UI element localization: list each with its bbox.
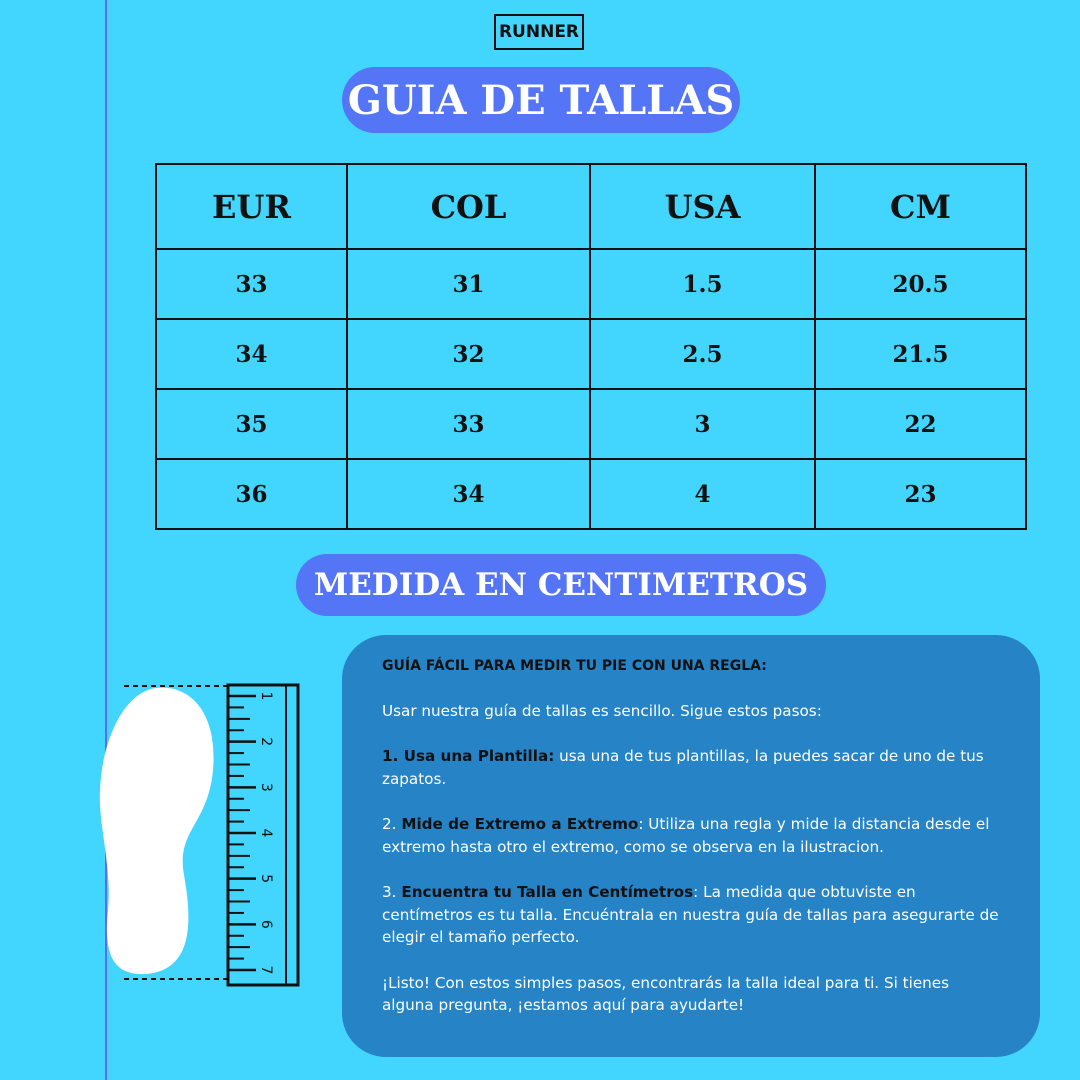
step-separator: : — [548, 747, 555, 765]
table-row — [156, 319, 1026, 389]
header-eur: EUR — [156, 164, 347, 249]
cell-eur: 35 — [156, 389, 347, 459]
ruler-number: 3 — [258, 782, 274, 792]
guide-step-3 — [382, 881, 1004, 949]
cell-usa: 1.5 — [590, 249, 815, 319]
table-row — [156, 389, 1026, 459]
header-cm: CM — [815, 164, 1026, 249]
cell-eur: 34 — [156, 319, 347, 389]
step-separator: : — [693, 883, 699, 901]
step-separator: : — [638, 815, 644, 833]
insole-icon — [100, 688, 214, 975]
measure-illustration — [96, 680, 316, 990]
table-row — [156, 249, 1026, 319]
brand-logo: RUNNER — [494, 14, 584, 50]
step-text: usa una de tus plantillas, la puedes sacar de uno de tus zapatos. — [382, 747, 984, 788]
ruler-ticks — [228, 696, 256, 970]
guide-step-1 — [382, 745, 1004, 790]
step-number: 1. — [382, 747, 404, 765]
ruler-number: 7 — [258, 965, 274, 975]
step-number: 2. — [382, 815, 402, 833]
table-row — [156, 459, 1026, 529]
step-text: Utiliza una regla y mide la distancia desde el extremo hasta otro el extremo, como se observa en la ilustracion. — [382, 815, 990, 856]
cell-col: 31 — [347, 249, 590, 319]
ruler-number: 4 — [258, 828, 274, 838]
guide-heading: GUÍA FÁCIL PARA MEDIR TU PIE CON UNA REGLA: — [382, 658, 767, 674]
guide-intro: Usar nuestra guía de tallas es sencillo. Sigue estos pasos: — [382, 701, 822, 720]
ruler-number: 2 — [258, 737, 274, 747]
guide-panel — [342, 635, 1040, 1057]
guide-step-2 — [382, 813, 1004, 858]
ruler-number: 6 — [258, 919, 274, 929]
cell-usa: 3 — [590, 389, 815, 459]
section-subtitle: MEDIDA EN CENTIMETROS — [296, 554, 826, 616]
cell-cm: 20.5 — [815, 249, 1026, 319]
ruler-number: 1 — [258, 691, 274, 701]
cell-cm: 23 — [815, 459, 1026, 529]
cell-eur: 36 — [156, 459, 347, 529]
cell-eur: 33 — [156, 249, 347, 319]
header-col: COL — [347, 164, 590, 249]
ruler-number: 5 — [258, 874, 274, 884]
cell-col: 34 — [347, 459, 590, 529]
step-title: Mide de Extremo a Extremo — [401, 815, 639, 833]
ruler-svg — [96, 680, 316, 990]
cell-cm: 21.5 — [815, 319, 1026, 389]
cell-cm: 22 — [815, 389, 1026, 459]
cell-usa: 2.5 — [590, 319, 815, 389]
cell-col: 33 — [347, 389, 590, 459]
guide-closing: ¡Listo! Con estos simples pasos, encontrarás la talla ideal para ti. Si tienes alguna pregunta, ¡estamos aquí para ayudarte! — [382, 973, 950, 1014]
ruler-numbers — [258, 692, 274, 975]
page-title: GUIA DE TALLAS — [342, 67, 740, 133]
step-title: Usa una Plantilla — [403, 747, 549, 765]
step-number: 3. — [382, 883, 402, 901]
cell-col: 32 — [347, 319, 590, 389]
cell-usa: 4 — [590, 459, 815, 529]
table-header-row — [156, 164, 1026, 249]
size-table — [155, 163, 1027, 530]
step-text: La medida que obtuviste en centímetros es tu talla. Encuéntrala en nuestra guía de tallas para asegurarte de elegir el tamaño perfecto. — [382, 883, 999, 946]
header-usa: USA — [590, 164, 815, 249]
step-title: Encuentra tu Talla en Centímetros — [401, 883, 694, 901]
